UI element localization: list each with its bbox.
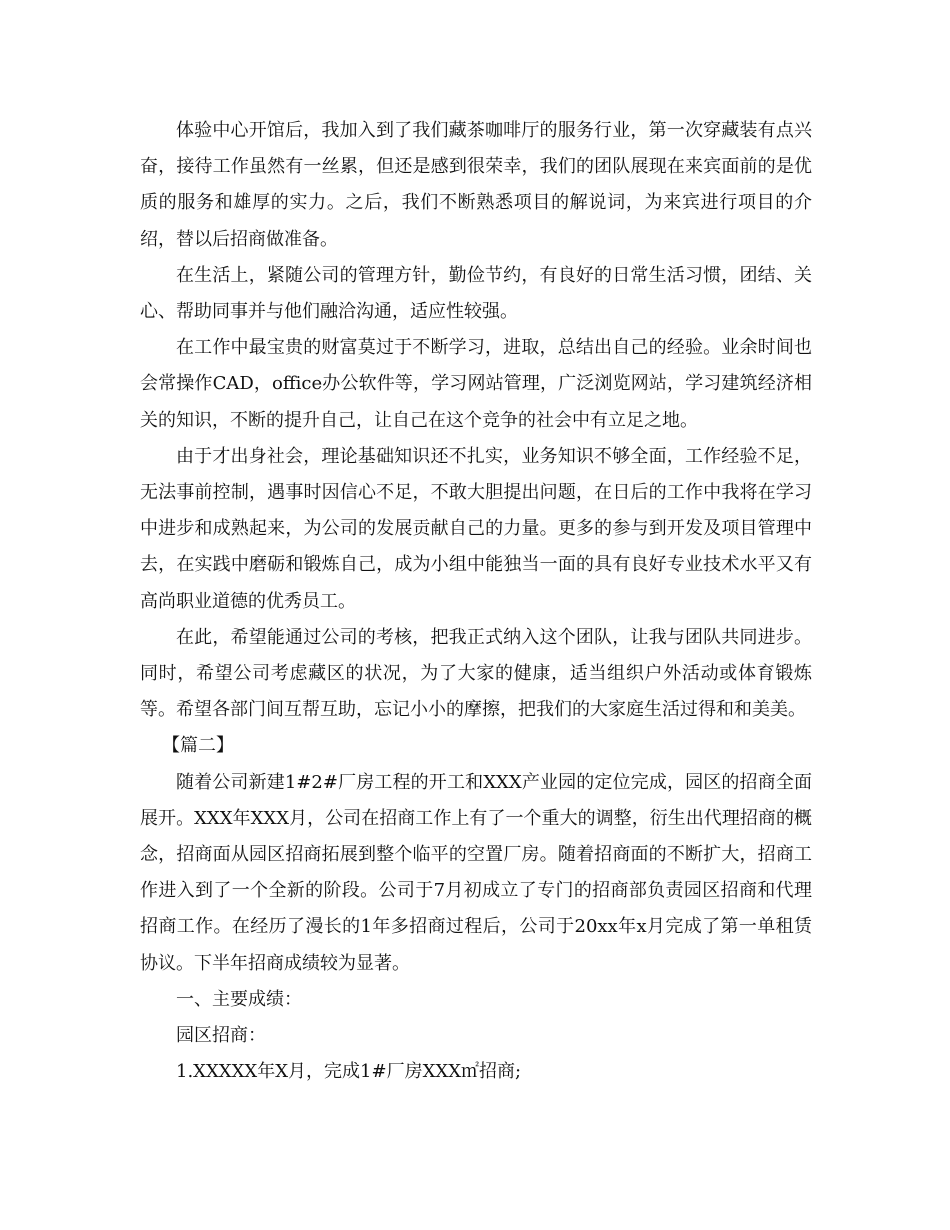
paragraph-learning: 在工作中最宝贵的财富莫过于不断学习，进取，总结出自己的经验。业余时间也会常操作CAD，office办公软件等，学习网站管理，广泛浏览网站，学习建筑经济相关的知识，不断的提升自己，让自己在这个竞争的社会中有立足之地。 (140, 337, 812, 431)
paragraph-self-assessment: 由于才出身社会，理论基础知识还不扎实，业务知识不够全面，工作经验不足，无法事前控制，遇事时因信心不足，不敢大胆提出问题，在日后的工作中我将在学习中进步和成熟起来，为公司的发展贡献自己的力量。更多的参与到开发及项目管理中去，在实践中磨砺和锻炼自己，成为小组中能独当一面的具有良好专业技术水平又有高尚职业道德的优秀员工。 (140, 445, 812, 612)
paragraph-daily-life: 在生活上，紧随公司的管理方针，勤俭节约，有良好的日常生活习惯，团结、关心、帮助同事并与他们融洽沟通，适应性较强。 (140, 264, 812, 323)
subheading-main-achievements: 一、主要成绩： (176, 988, 302, 1010)
paragraph-investment-overview: 随着公司新建1#2#厂房工程的开工和XXX产业园的定位完成，园区的招商全面展开。XXX年XXX月，公司在招商工作上有了一个重大的调整，衍生出代理招商的概念，招商面从园区招商拓展到整个临平的空置厂房。随着招商面的不断扩大，招商工作进入到了一个全新的阶段。公司于7月初成立了专门的招商部负责园区招商和代理招商工作。在经历了漫长的1年多招商过程后，公司于20xx年x月完成了第一单租赁协议。下半年招商成绩较为显著。 (140, 771, 812, 974)
paragraph-experience-center: 体验中心开馆后，我加入到了我们藏茶咖啡厅的服务行业，第一次穿藏装有点兴奋，接待工作虽然有一丝累，但还是感到很荣幸，我们的团队展现在来宾面前的是优质的服务和雄厚的实力。之后，我们不断熟悉项目的解说词，为来宾进行项目的介绍，替以后招商做准备。 (140, 120, 812, 250)
paragraph-hopes: 在此，希望能通过公司的考核，把我正式纳入这个团队，让我与团队共同进步。同时，希望公司考虑藏区的状况，为了大家的健康，适当组织户外活动或体育锻炼等。希望各部门间互帮互助，忘记小小的摩擦，把我们的大家庭生活过得和和美美。 (140, 626, 812, 721)
subheading-park-investment: 园区招商： (176, 1025, 266, 1047)
section-heading: 【篇二】 (162, 735, 234, 757)
document-page (140, 113, 812, 1090)
list-item-achievement-1: 1.XXXXX年X月，完成1#厂房XXX㎡招商; (176, 1061, 522, 1083)
